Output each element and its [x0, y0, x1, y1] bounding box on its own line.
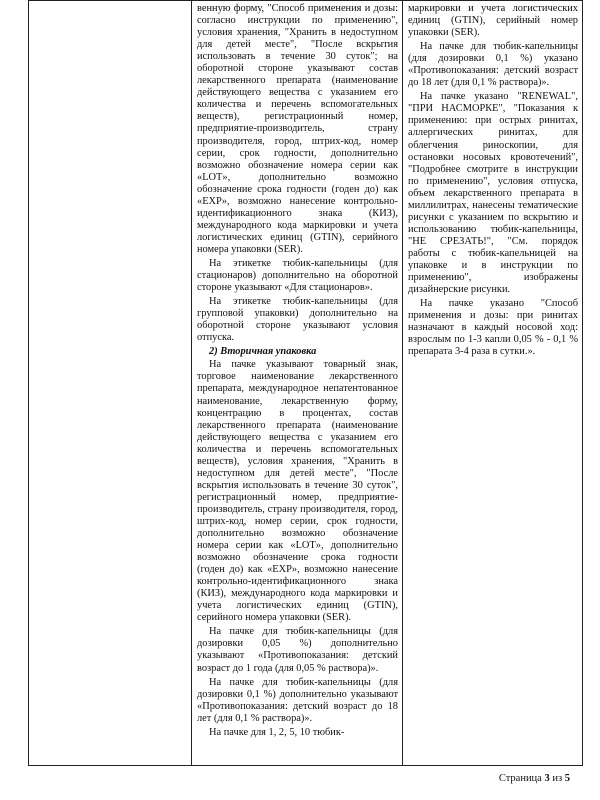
paragraph: На пачке для 1, 2, 5, 10 тюбик-: [209, 726, 345, 738]
paragraph: На пачке указывают товарный знак, торговое наименование лекарственного препарата, международное непатентованное наименование, лекарственную форму, концентрацию в процентах, состав лекарственного препарата (наименование действующего вещества с указанием его количества и перечень вспомогательных веществ), условия хранения, "Хранить в недоступном для детей месте", "После вскрытия использовать в течение 30 суток", регистрационный номер, предприятие-производитель, страну производителя, город, штрих-код, номер серии, срок годности, дополнительно возможно обозначение номера серии как «LOT», дополнительно возможно обозначение срока годности (годен до) как «EXP», возможно нанесение контрольно-идентификационного знака (КИЗ), международного кода маркировки и учета логистических единиц (GTIN), серийного номера упаковки (SER).: [197, 359, 398, 624]
section-number: 2): [209, 346, 218, 358]
page-total: 5: [564, 773, 570, 784]
paragraph: На пачке указано "RENEWAL", "ПРИ НАСМОРКЕ", "Показания к применению: при острых ринитах, аллергических ринитах, для облегчения риноскопии, для остановки носовых кровотечений", "Подробнее смотрите в инструкции по применению", условия отпуска, объем лекарственного препарата в миллилитрах, нанесены тематические рисунки с указанием по вскрытию и использованию тюбик-капельницы, "НЕ СРЕЗАТЬ!", "См. порядок работы с тюбик-капельницей на упаковке и в инструкции по применению", изображены дизайнерские рисунки.: [408, 91, 578, 296]
left-column-cell: [29, 1, 192, 766]
page-current: 3: [544, 773, 550, 784]
page-of-word: из: [552, 773, 563, 784]
section-title: Вторичная упаковка: [220, 346, 317, 358]
paragraph: венную форму, "Способ применения и дозы: согласно инструкции по применению", условия хранения, "Хранить в недоступном для детей месте", "После вскрытия использовать в течение 30 суток"; на оборотной стороне указывают состав лекарственного препарата (наименование действующего вещества с указанием его количества и перечень вспомогательных веществ), регистрационный номер, предприятие-производитель, страну производителя, город, штрих-код, номер серии, срок годности, дополнительно возможно обозначение номера серии как «LOT», дополнительно возможно обозначение срока годности (годен до) как «EXP», возможно нанесение контрольно-идентификационного знака (КИЗ), международного кода маркировки и учета логистических единиц (GTIN), серийного номера упаковки (SER).: [197, 3, 398, 255]
page-word: Страница: [498, 773, 542, 784]
right-column-cell: [403, 1, 583, 766]
middle-column-cell: [192, 1, 403, 766]
table-row: [29, 1, 583, 766]
content-table: [28, 0, 583, 766]
paragraph: На пачке для тюбик-капельницы (для дозировки 0,1 %) дополнительно указывают «Противопоказания: детский возраст до 18 лет (для 0,1 % раствора)».: [197, 676, 398, 724]
paragraph: На пачке для тюбик-капельницы (для дозировки 0,1 %) указано «Противопоказания: детский возраст до 18 лет (для 0,1 % раствора)».: [408, 41, 578, 89]
paragraph: На этикетке тюбик-капельницы (для стационаров) дополнительно на оборотной стороне указывают «Для стационаров».: [197, 257, 398, 294]
paragraph: На пачке для тюбик-капельницы (для дозировки 0,05 %) дополнительно указывают «Противопоказания: детский возраст до 1 года (для 0,05 % раствора)».: [197, 626, 398, 674]
paragraph: На пачке указано "Способ применения и дозы: при ринитах назначают в каждый носовой ход: взрослым по 1-3 капли 0,05 % - 0,1 % препарата 3-4 раза в сутки.».: [408, 298, 578, 358]
paragraph: маркировки и учета логистических единиц (GTIN), серийный номер упаковки (SER).: [408, 3, 578, 39]
section-heading: [197, 346, 398, 358]
page-footer: [499, 773, 570, 784]
paragraph: На этикетке тюбик-капельницы (для групповой упаковки) дополнительно на оборотной стороне указывают условия отпуска.: [197, 296, 398, 344]
